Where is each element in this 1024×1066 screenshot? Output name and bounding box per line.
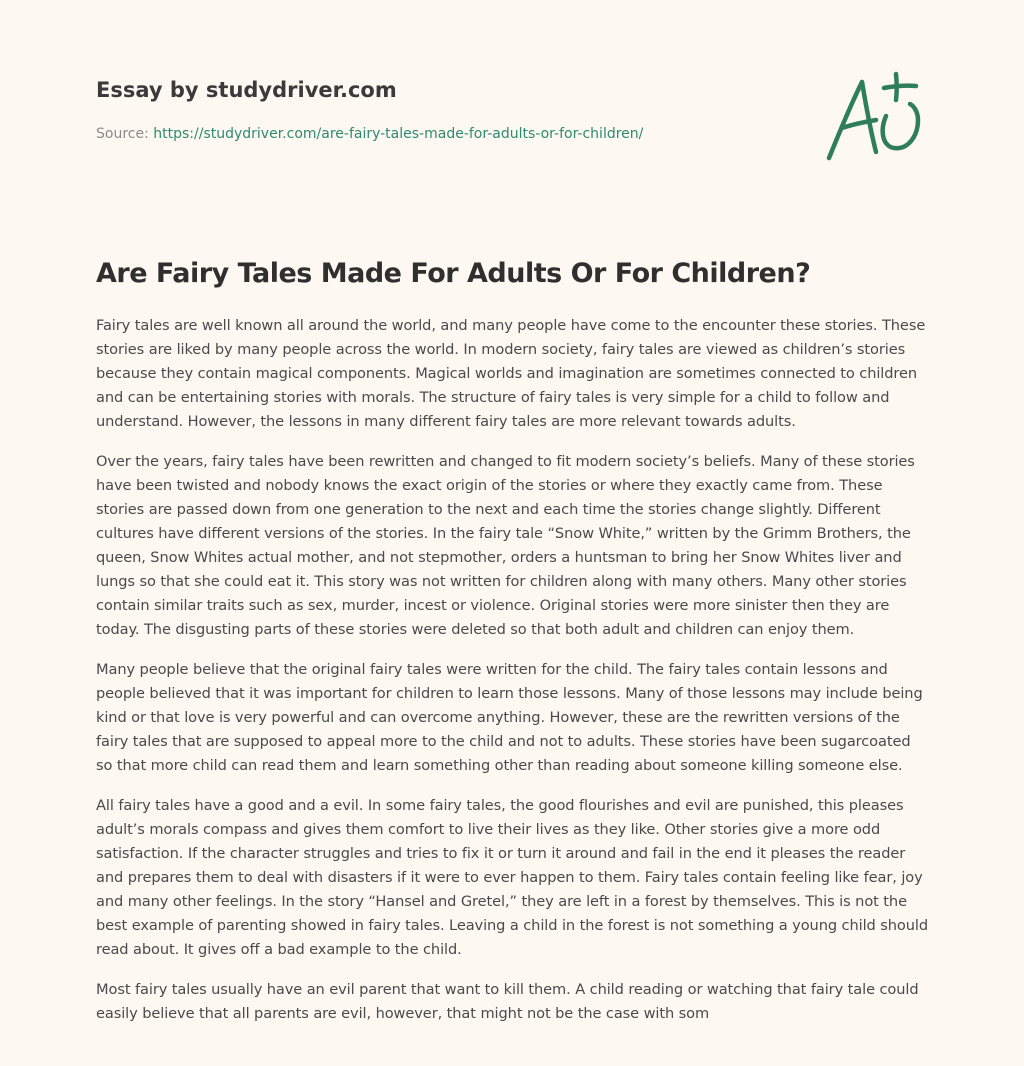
essay-body (96, 314, 928, 1054)
essay-paragraph: Many people believe that the original fairy tales were written for the child. The fairy tales contain lessons and people believed that it was important for children to learn those lessons. Many of those lessons may include being kind or that love is very powerful and can overcome anything. However, these are the rewritten versions of the fairy tales that are supposed to appeal more to the child and not to adults. These stories have been sugarcoated so that more child can read them and learn something other than reading about someone killing someone else. (96, 661, 923, 774)
source-line (96, 124, 796, 144)
essay-paragraph: Over the years, fairy tales have been rewritten and changed to fit modern society’s beliefs. Many of these stories have been twisted and nobody knows the exact origin of the stories or where they exactly came from. These stories are passed down from one generation to the next and each time the stories change slightly. Different cultures have different versions of the stories. In the fairy tale “Snow White,” written by the Grimm Brothers, the queen, Snow Whites actual mother, and not stepmother, orders a huntsman to bring her Snow Whites liver and lungs so that she could eat it. This story was not written for children along with many others. Many other stories contain similar traits such as sex, murder, incest or violence. Original stories were more sinister then they are today. The disgusting parts of these stories were deleted so that both adult and children can enjoy them. (96, 453, 915, 638)
essay-paragraph: All fairy tales have a good and a evil. In some fairy tales, the good flourishes and evil are punished, this pleases adult’s morals compass and gives them comfort to live their lives as they like. Other stories give a more odd satisfaction. If the character struggles and tries to fix it or turn it around and fail in the end it pleases the reader and prepares them to deal with disasters if it were to ever happen to them. Fairy tales contain feeling like fear, joy and many other feelings. In the story “Hansel and Gretel,” they are left in a forest by themselves. This is not the best example of parenting showed in fairy tales. Leaving a child in the forest is not something a young child should read about. It gives off a bad example to the child. (96, 797, 928, 958)
essay-paragraph: Most fairy tales usually have an evil parent that want to kill them. A child reading or watching that fairy tale could easily believe that all parents are evil, however, that might not be the case with som (96, 981, 919, 1022)
essay-header (96, 76, 796, 144)
a-plus-grade-icon (820, 66, 930, 166)
brand-title: Essay by studydriver.com (96, 78, 397, 102)
essay-title: Are Fairy Tales Made For Adults Or For Children? (96, 258, 811, 289)
source-label: Source: (96, 126, 149, 142)
source-link[interactable]: https://studydriver.com/are-fairy-tales-made-for-adults-or-for-children/ (153, 126, 644, 142)
essay-paragraph: Fairy tales are well known all around the world, and many people have come to the encounter these stories. These stories are liked by many people across the world. In modern society, fairy tales are viewed as children’s stories because they contain magical components. Magical worlds and imagination are sometimes connected to children and can be entertaining stories with morals. The structure of fairy tales is very simple for a child to follow and understand. However, the lessons in many different fairy tales are more relevant towards adults. (96, 317, 926, 430)
